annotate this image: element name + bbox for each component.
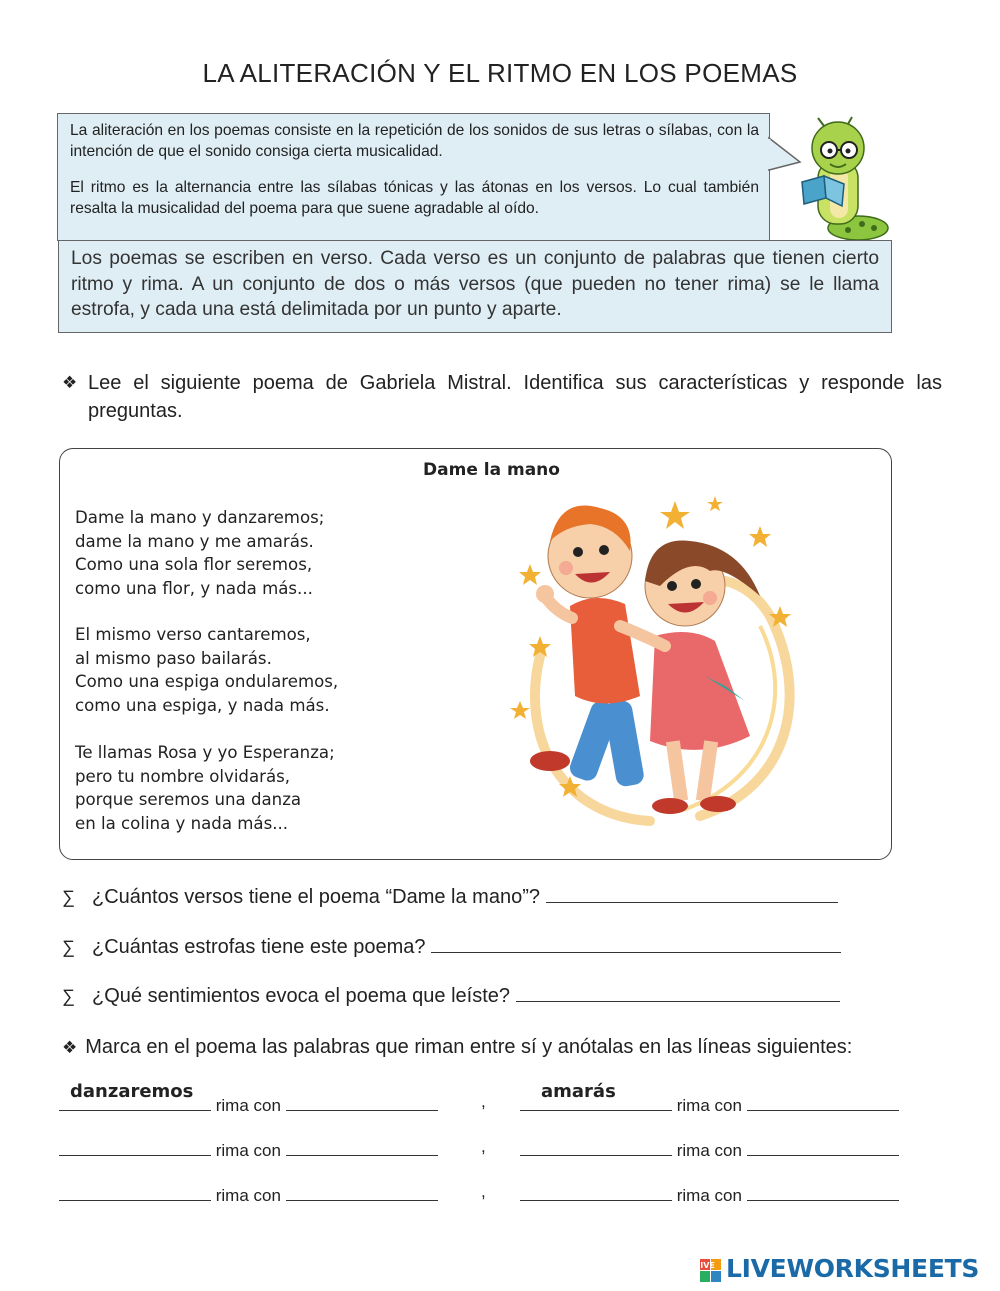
answer-verses-input[interactable] <box>546 884 838 903</box>
liveworksheets-logo <box>695 1254 1000 1288</box>
answer-feelings-input[interactable] <box>516 983 840 1002</box>
rhythm-definition: El ritmo es la alternancia entre las sílabas tónicas y las átonas en los versos. Lo cual también resalta la musicalidad del poema para que suene agradable al oído. <box>70 179 759 217</box>
question-text: ¿Cuántos versos tiene el poema “Dame la mano”? <box>92 886 540 908</box>
handwritten-answer: danzaremos <box>70 1081 194 1102</box>
rhyme-row <box>59 1182 438 1206</box>
rhyme-match-input[interactable] <box>747 1182 899 1201</box>
rhyme-row <box>520 1182 899 1206</box>
question-feelings <box>62 983 840 1008</box>
brand-name: LIVEWORKSHEETS <box>726 1254 980 1283</box>
svg-text:LIVE: LIVE <box>695 1261 715 1270</box>
rhyme-word-input[interactable] <box>59 1137 211 1156</box>
rhyme-match-input[interactable] <box>286 1137 438 1156</box>
verse-line: Como una sola flor seremos, <box>75 555 313 575</box>
row-separator: , <box>481 1182 486 1201</box>
sigma-bullet-icon: ∑ <box>62 986 75 1006</box>
verse-line: El mismo verso cantaremos, <box>75 625 311 644</box>
rhyme-row <box>59 1137 438 1161</box>
rhyme-connector: rima con <box>215 1141 281 1160</box>
rhyme-word-input[interactable] <box>59 1182 211 1201</box>
definition-bubble <box>57 113 770 241</box>
rhyme-word-input[interactable] <box>520 1092 672 1111</box>
dancing-children-illustration <box>500 486 800 836</box>
sigma-bullet-icon: ∑ <box>62 937 75 957</box>
verse-line: porque seremos una danza <box>75 790 302 810</box>
rhyme-word-input[interactable] <box>520 1137 672 1156</box>
rhyme-connector: rima con <box>676 1186 742 1205</box>
instruction-text: Lee el siguiente poema de Gabriela Mistral. Identifica sus características y responde las preguntas. <box>88 372 942 422</box>
verse-line: pero tu nombre olvidarás, <box>75 766 291 786</box>
verse-line: Dame la mano y danzaremos; <box>75 508 325 527</box>
verse-line: dame la mano y me amarás. <box>75 531 314 551</box>
rhyme-match-input[interactable] <box>286 1092 438 1111</box>
stanza-2 <box>75 623 338 717</box>
verse-info-box: Los poemas se escriben en verso. Cada verso es un conjunto de palabras que tienen cierto ritmo y rima. A un conjunto de dos o más versos (que pueden no tener rima) se le llama estrofa, y cada una está delimitada por un punto y aparte. <box>58 240 892 333</box>
alliteration-definition: La aliteración en los poemas consiste en la repetición de los sonidos de sus letras o sílabas, con la intención de que el sonido consiga cierta musicalidad. <box>70 122 759 160</box>
answer-stanzas-input[interactable] <box>431 934 841 953</box>
handwritten-answer: amarás <box>541 1081 616 1102</box>
rhyme-match-input[interactable] <box>747 1092 899 1111</box>
poem-title: Dame la mano <box>423 460 560 480</box>
question-text: ¿Cuántas estrofas tiene este poema? <box>92 936 426 958</box>
rhyme-connector: rima con <box>215 1096 281 1115</box>
sigma-bullet-icon: ∑ <box>62 887 75 907</box>
row-separator: , <box>481 1137 486 1156</box>
verse-line: al mismo paso bailarás. <box>75 648 272 668</box>
question-stanzas <box>62 934 841 959</box>
rhyme-row <box>59 1092 438 1116</box>
rhyme-match-input[interactable] <box>747 1137 899 1156</box>
question-verses <box>62 884 838 909</box>
rhyme-connector: rima con <box>676 1096 742 1115</box>
stanza-1 <box>75 506 324 600</box>
stanza-3 <box>75 741 335 835</box>
live-badge-icon <box>695 1259 722 1283</box>
page-title: LA ALITERACIÓN Y EL RITMO EN LOS POEMAS <box>202 58 798 88</box>
rhyme-row <box>520 1092 899 1116</box>
instruction-read-poem <box>62 369 942 425</box>
rhyme-word-input[interactable] <box>520 1182 672 1201</box>
rhyme-connector: rima con <box>676 1141 742 1160</box>
rhyme-connector: rima con <box>215 1186 281 1205</box>
verse-line: Como una espiga ondularemos, <box>75 672 339 692</box>
verse-line: Te llamas Rosa y yo Esperanza; <box>75 743 335 762</box>
diamond-bullet-icon: ❖ <box>62 373 78 392</box>
rhyme-match-input[interactable] <box>286 1182 438 1201</box>
verse-line: como una espiga, y nada más. <box>75 695 330 715</box>
instruction-text: Marca en el poema las palabras que riman entre sí y anótalas en las líneas siguientes: <box>85 1036 853 1058</box>
diamond-bullet-icon: ❖ <box>62 1038 78 1057</box>
verse-line: en la colina y nada más... <box>75 813 289 833</box>
row-separator: , <box>481 1092 486 1111</box>
question-text: ¿Qué sentimientos evoca el poema que leíste? <box>92 985 511 1007</box>
bookworm-illustration <box>796 120 891 242</box>
rhyme-row <box>520 1137 899 1161</box>
instruction-rhymes <box>62 1036 852 1059</box>
verse-line: como una flor, y nada más... <box>75 578 313 598</box>
rhyme-word-input[interactable] <box>59 1092 211 1111</box>
